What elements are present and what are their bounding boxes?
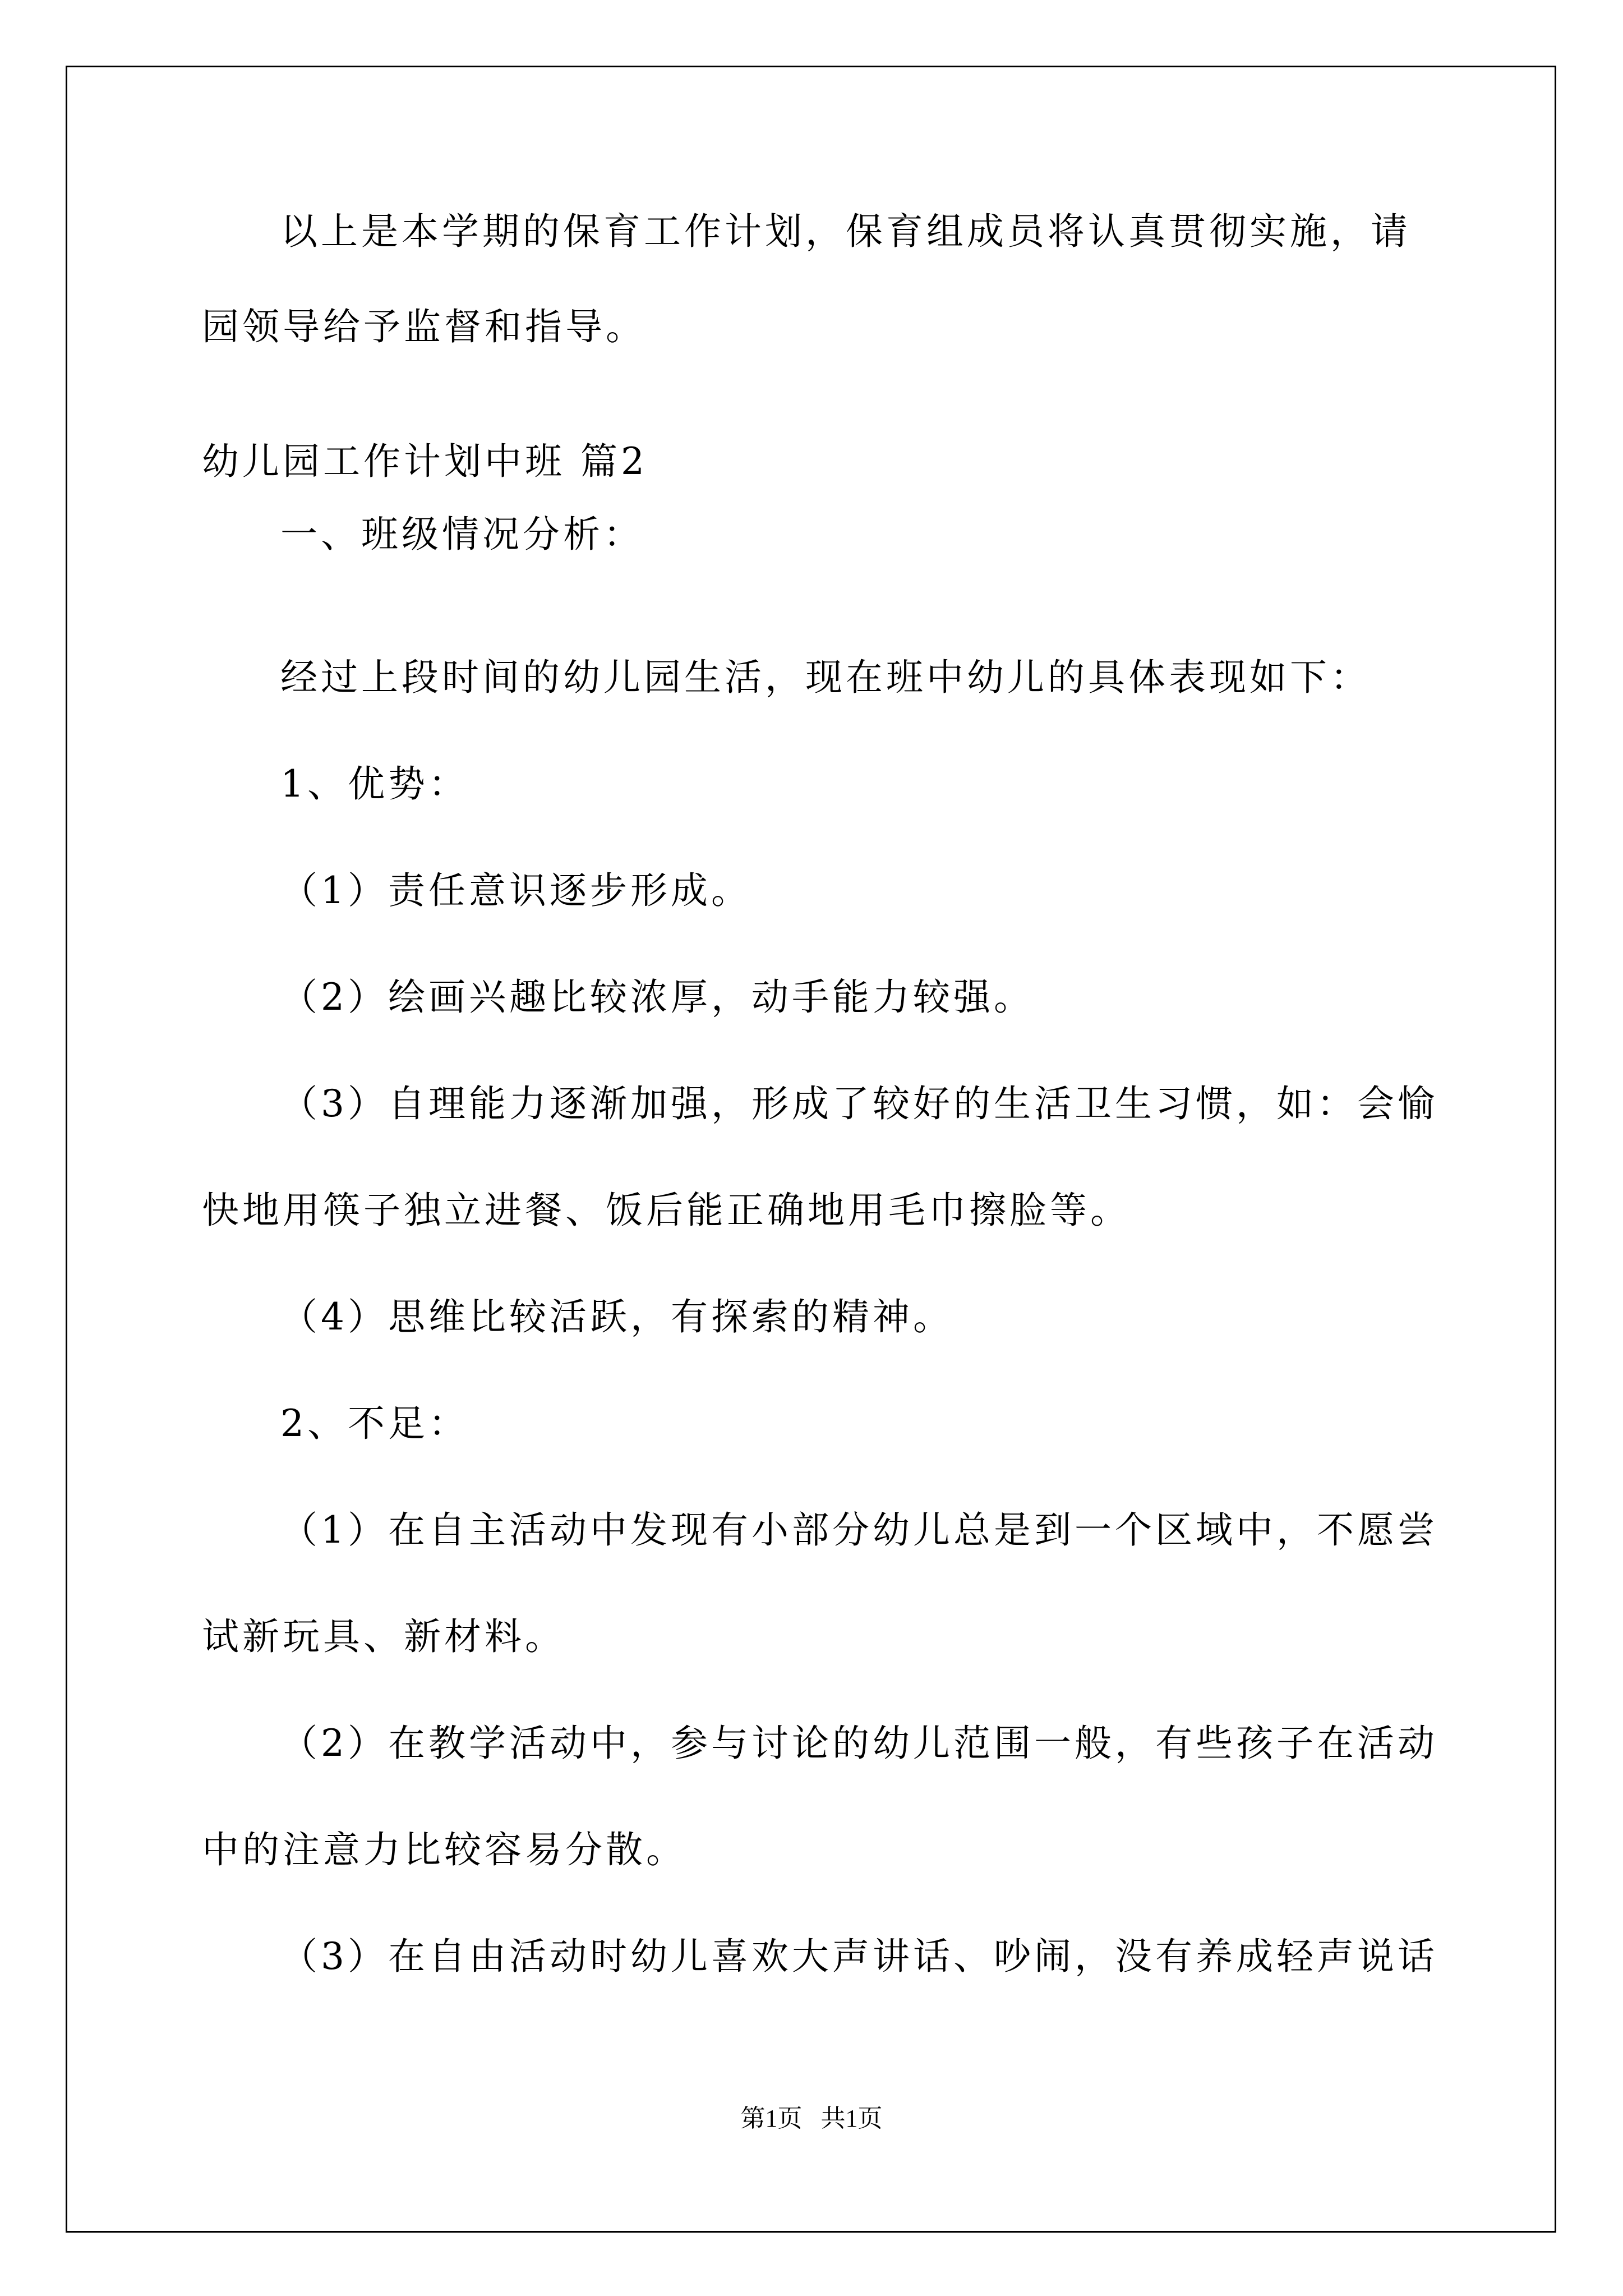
list-item-continuation: 快地用筷子独立进餐、饭后能正确地用毛巾擦脸等。: [202, 1189, 1131, 1232]
subheading: 2、不足：: [280, 1402, 469, 1445]
paragraph-line: 经过上段时间的幼儿园生活，现在班中幼儿的具体表现如下：: [280, 656, 1371, 699]
subheading: 1、优势：: [280, 762, 469, 806]
page-footer: 第1页 共1页: [740, 2105, 883, 2132]
list-item: （4）思维比较活跃，有探索的精神。: [280, 1295, 953, 1338]
section-title: 幼儿园工作计划中班 篇2: [202, 440, 648, 483]
paragraph-line: 园领导给予监督和指导。: [202, 305, 646, 348]
list-item: （2）绘画兴趣比较浓厚，动手能力较强。: [280, 976, 1034, 1019]
paragraph-line: 以上是本学期的保育工作计划，保育组成员将认真贯彻实施，请: [280, 210, 1411, 253]
section-heading: 一、班级情况分析：: [280, 513, 644, 556]
list-item-continuation: 中的注意力比较容易分散。: [202, 1828, 686, 1871]
list-item: （3）在自由活动时幼儿喜欢大声讲话、吵闹，没有养成轻声说话: [280, 1935, 1438, 1978]
page-border: [66, 66, 1556, 2233]
list-item: （1）责任意识逐步形成。: [280, 869, 751, 912]
list-item: （2）在教学活动中，参与讨论的幼儿范围一般，有些孩子在活动: [280, 1722, 1438, 1765]
list-item-continuation: 试新玩具、新材料。: [202, 1615, 565, 1658]
list-item: （3）自理能力逐渐加强，形成了较好的生活卫生习惯，如：会愉: [280, 1082, 1438, 1125]
list-item: （1）在自主活动中发现有小部分幼儿总是到一个区域中，不愿尝: [280, 1508, 1438, 1552]
